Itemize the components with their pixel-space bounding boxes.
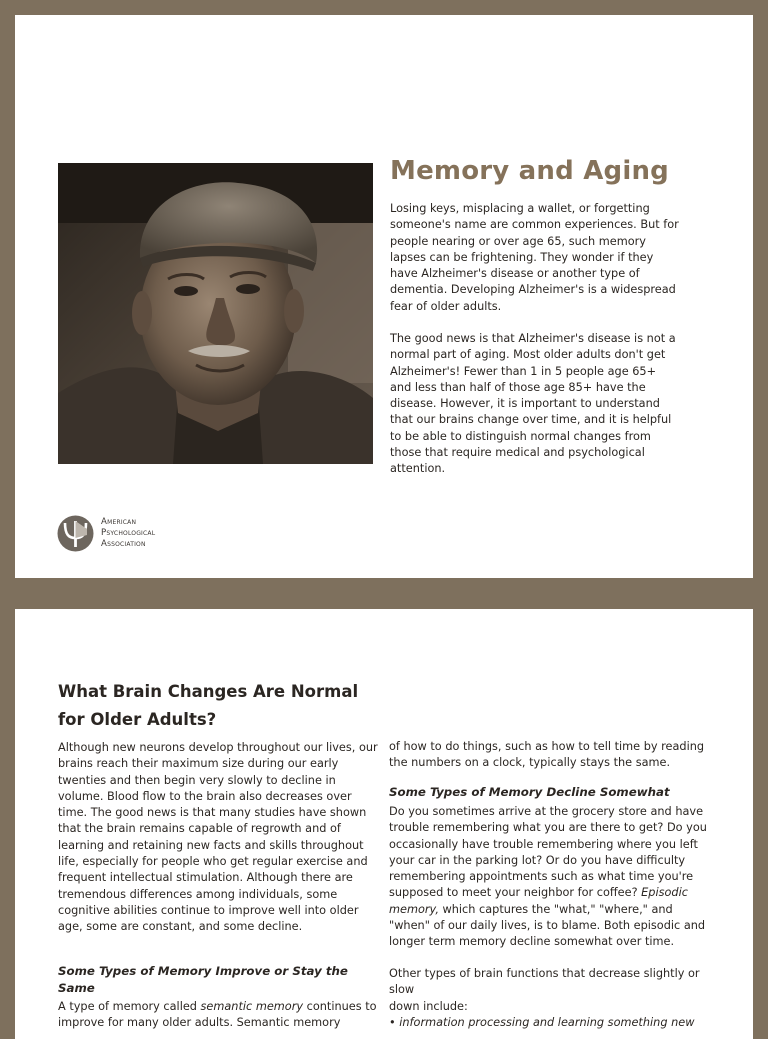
- semantic-memory-paragraph: [58, 999, 380, 1032]
- logo-line-3: Association: [101, 539, 146, 549]
- page-title: Memory and Aging: [390, 156, 669, 186]
- episodic-memory-paragraph: [389, 804, 711, 951]
- memory-improve-subhead: Some Types of Memory Improve or Stay the Same: [58, 964, 348, 995]
- bullet-text: • information processing and learning something new: [389, 1016, 695, 1029]
- section-title: What Brain Changes Are Normal for Older Adults?: [58, 682, 359, 729]
- brain-functions-paragraph: [389, 966, 711, 1015]
- brochure-inside-page: [15, 609, 753, 1039]
- logo-line-2: Psychological: [101, 528, 156, 538]
- episodic-memory-term: Episodic memory,: [389, 886, 688, 916]
- episodic-text-b: which captures the "what," "where," and "when" of our daily lives, is to blame. Both episodic and longer term memory decline somewhat over time.: [389, 902, 706, 949]
- memory-decline-subhead: Some Types of Memory Decline Somewhat: [389, 785, 670, 799]
- procedural-memory-paragraph: of how to do things, such as how to tell time by reading the numbers on a clock, typically stays the same.: [389, 740, 705, 770]
- brochure-cover-page: [15, 15, 753, 578]
- brain-changes-paragraph: Although new neurons develop throughout our lives, our brains reach their maximum size during our early twenties and then begin very slowly to decline in volume. Blood flow to the brain also decreases over time. The good news is that many studies have shown that the brain remains capable of regrowth and of learning and retaining new facts and skills throughout life, especially for people who get regular exercise and frequent intellectual stimulation. Although there are tremendous differences among individuals, some cognitive abilities continue to improve well into older age, some are constant, and some decline.: [58, 741, 378, 934]
- bullet-information-processing: [389, 1015, 711, 1031]
- semantic-memory-term: semantic memory: [200, 1000, 304, 1013]
- portrait-photo: [58, 163, 373, 464]
- psi-logo-icon: [57, 515, 94, 552]
- semantic-text-a: A type of memory called: [58, 1000, 201, 1013]
- good-news-paragraph: The good news is that Alzheimer's disease is not a normal part of aging. Most older adults don't get Alzheimer's! Fewer than 1 in 5 people age 65+ and less than half of those age 85+ have the disease. However, it is important to understand that our brains change over time, and it is helpful to be able to distinguish normal changes from those that require medical and psychological attention.: [390, 332, 676, 476]
- logo-line-1: American: [101, 517, 137, 527]
- apa-logo: [57, 515, 207, 555]
- apa-logo-text: [101, 517, 155, 550]
- intro-paragraph: Losing keys, misplacing a wallet, or forgetting someone's name are common experiences. But for people nearing or over age 65, such memory lapses can be frightening. They wonder if they have Alzheimer's disease or another type of dementia. Developing Alzheimer's is a widespread fear of older adults.: [390, 202, 679, 313]
- brain-functions-line-1: Other types of brain functions that decrease slightly or slow: [389, 967, 700, 997]
- semantic-text-b: continues to improve for many older adults. Semantic memory: [58, 1000, 377, 1030]
- episodic-text-a: Do you sometimes arrive at the grocery store and have trouble remembering what you are there to get? Do you occasionally have trouble remembering where you left your car in the parking lot? Or do you have difficulty remembering appointments such as what time you're supposed to meet your neighbor for coffee?: [389, 805, 707, 900]
- brain-functions-line-2: down include:: [389, 999, 468, 1013]
